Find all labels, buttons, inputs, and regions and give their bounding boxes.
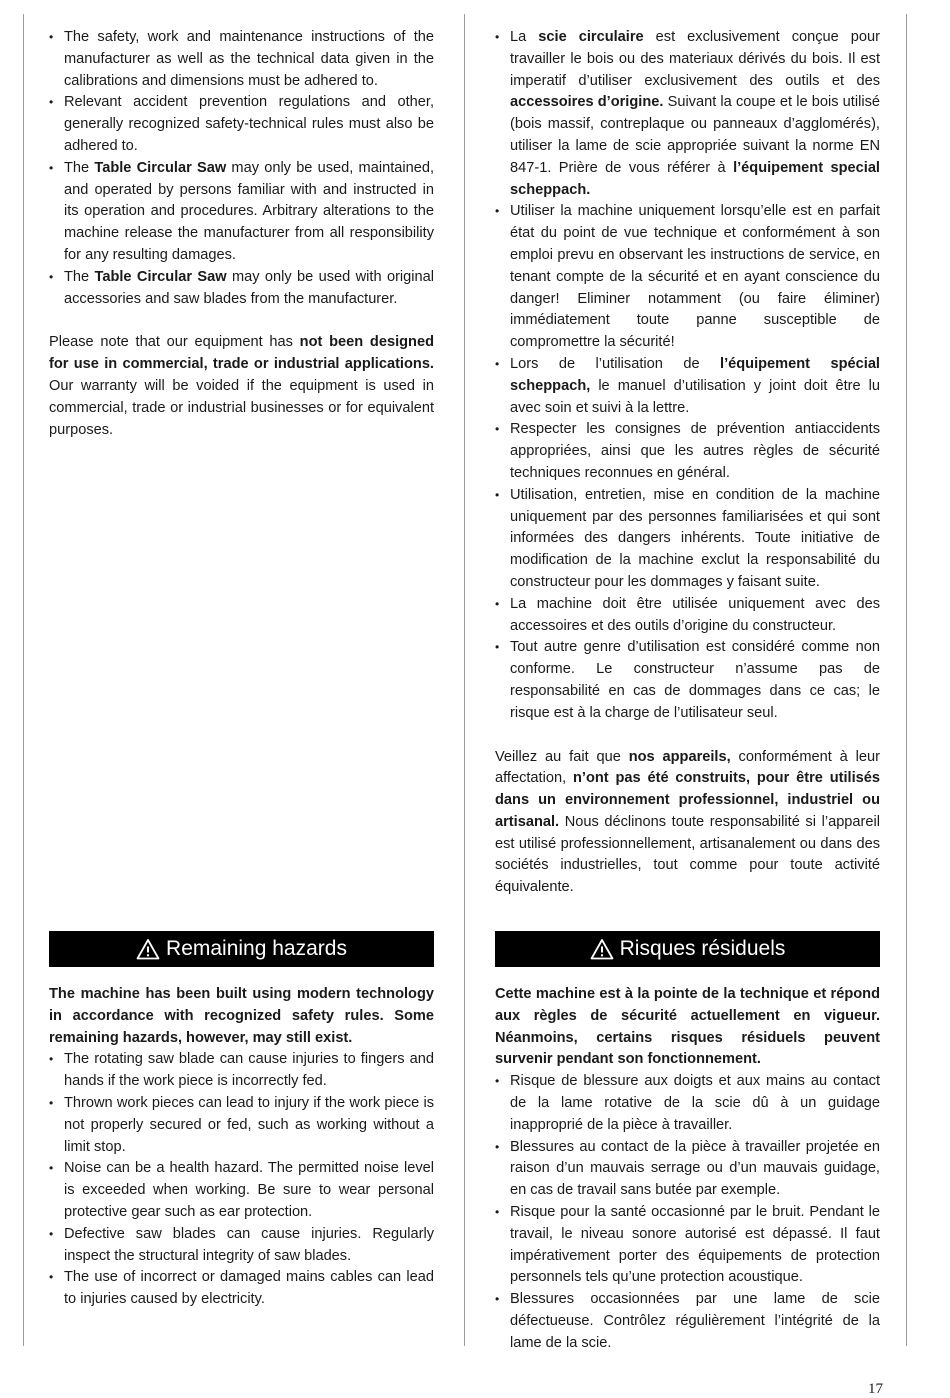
list-item: • The safety, work and maintenance instructions of the manufacturer as well as the technical data given in the calibrations and dimensions must be adhered to. [49,27,434,92]
list-item: • Risque de blessure aux doigts et aux mains au contact de la lame rotative de la scie dû à un guidage inapproprié de la pièce à travailler. [495,1071,880,1136]
french-hazards-list [495,1071,880,1354]
list-item: • The use of incorrect or damaged mains cables can lead to injuries caused by electricity. [49,1267,434,1311]
list-item: • La machine doit être utilisée uniquement avec des accessoires et des outils d’origine du constructeur. [495,594,880,638]
english-hazards-intro: The machine has been built using modern technology in accordance with recognized safety rules. Some remaining hazards, however, may still exist. [49,986,434,1046]
list-item: • Lors de l’utilisation de l’équipement spécial scheppach, le manuel d’utilisation y joint doit être lu avec soin et suivi à la lettre. [495,354,880,419]
english-commercial-use-note: Please note that our equipment has not been designed for use in commercial, trade or industrial applications. Our warranty will be voided if the equipment is used in commercial, trade or industrial businesses or for equivalent purposes. [49,334,434,438]
list-item: • Utiliser la machine uniquement lorsqu’elle est en parfait état du point de vue technique et conformément à son emploi prevu en observant les instructions de service, en tenant compte de la sécurité et en ayant conscience du danger! Eliminer notamment (ou faire éliminer) immédiatement toute panne susceptible de compromettre la sécurité! [495,201,880,354]
list-item: • The Table Circular Saw may only be used with original accessories and saw blades from the manufacturer. [49,267,434,311]
list-item: • Utilisation, entretien, mise en condition de la machine uniquement par des personnes familiarisées et qui sont informées des dangers inhérents. Toute initiative de modification de la machine exclut la responsabilité du constructeur pour les dommages y faisant suite. [495,485,880,594]
center-column-rule [464,14,465,1346]
french-commercial-use-note: Veillez au fait que nos appareils, conformément à leur affectation, n’ont pas été construits, pour être utilisés dans un environnement professionnel, industriel ou artisanal. Nous déclinons toute responsabilité si l’appareil est utilisé professionnellement, artisanalement ou dans des sociétés industrielles, tout comme pour toute activité équivalente. [495,748,881,896]
right-margin-rule [906,14,907,1346]
list-item: • Respecter les consignes de prévention antiaccidents appropriées, ainsi que les autres règles de sécurité techniques reconnues en général. [495,419,880,484]
warning-icon [590,938,614,960]
list-item: • Noise can be a health hazard. The permitted noise level is exceeded when working. Be sure to wear personal protective gear such as ear protection. [49,1158,434,1223]
list-item: • Blessures occasionnées par une lame de scie défectueuse. Contrôlez régulièrement l’intégrité de la lame de la scie. [495,1289,880,1354]
list-item: • The rotating saw blade can cause injuries to fingers and hands if the work piece is incorrectly fed. [49,1049,434,1093]
english-hazards-section [49,984,434,1311]
list-item: • Blessures au contact de la pièce à travailler projetée en raison d’un mauvais serrage ou d’un mauvais guidage, en cas de travail sans butée par exemple. [495,1137,880,1202]
page-number: 17 [868,1381,883,1397]
list-item: • Tout autre genre d’utilisation est considéré comme non conforme. Le constructeur n’assume pas de responsabilité en cas de dommages dans ce cas; le risque est à la charge de l’utilisateur seul. [495,637,880,724]
english-hazards-heading [49,931,434,967]
french-safety-section [495,27,880,899]
french-safety-list [495,27,880,725]
english-hazards-title: Remaining hazards [166,937,347,960]
list-item: • The Table Circular Saw may only be used, maintained, and operated by persons familiar with and instructed in its operation and procedures. Arbitrary alterations to the machine release the manufacturer from all responsibility for any resulting damages. [49,158,434,267]
english-hazards-list [49,1049,434,1311]
list-item: • Thrown work pieces can lead to injury if the work piece is not properly secured or fed, such as working without a limit stop. [49,1093,434,1158]
list-item: • Relevant accident prevention regulations and other, generally recognized safety-technical rules must also be adhered to. [49,92,434,157]
english-safety-list [49,27,434,310]
french-hazards-intro: Cette machine est à la pointe de la technique et répond aux règles de sécurité actuellement en vigueur. Néanmoins, certains risques résiduels peuvent survenir pendant son fonctionnement. [495,986,880,1068]
english-safety-section [49,27,434,441]
list-item: • La scie circulaire est exclusivement conçue pour travailler le bois ou des materiaux dérivés du bois. Il est imperatif d’utiliser exclusivement des outils et des accessoires d’origine. Suivant la coupe et le bois utilisé (bois massif, contreplaque ou panneaux d’agglomérés), utiliser la lame de scie appropriée suivant la norme EN 847-1. Prière de vous référer à l’équipement special scheppach. [495,27,880,201]
list-item: • Risque pour la santé occasionné par le bruit. Pendant le travail, le niveau sonore autorisé est dépassé. Il faut impérativement porter des équipements de protection personnels tels qu’une protection acoustique. [495,1202,880,1289]
list-item: • Defective saw blades can cause injuries. Regularly inspect the structural integrity of saw blades. [49,1224,434,1268]
french-hazards-section [495,984,880,1355]
french-hazards-heading [495,931,880,967]
french-hazards-title: Risques résiduels [619,937,786,960]
left-margin-rule [23,14,24,1346]
warning-icon [136,938,160,960]
